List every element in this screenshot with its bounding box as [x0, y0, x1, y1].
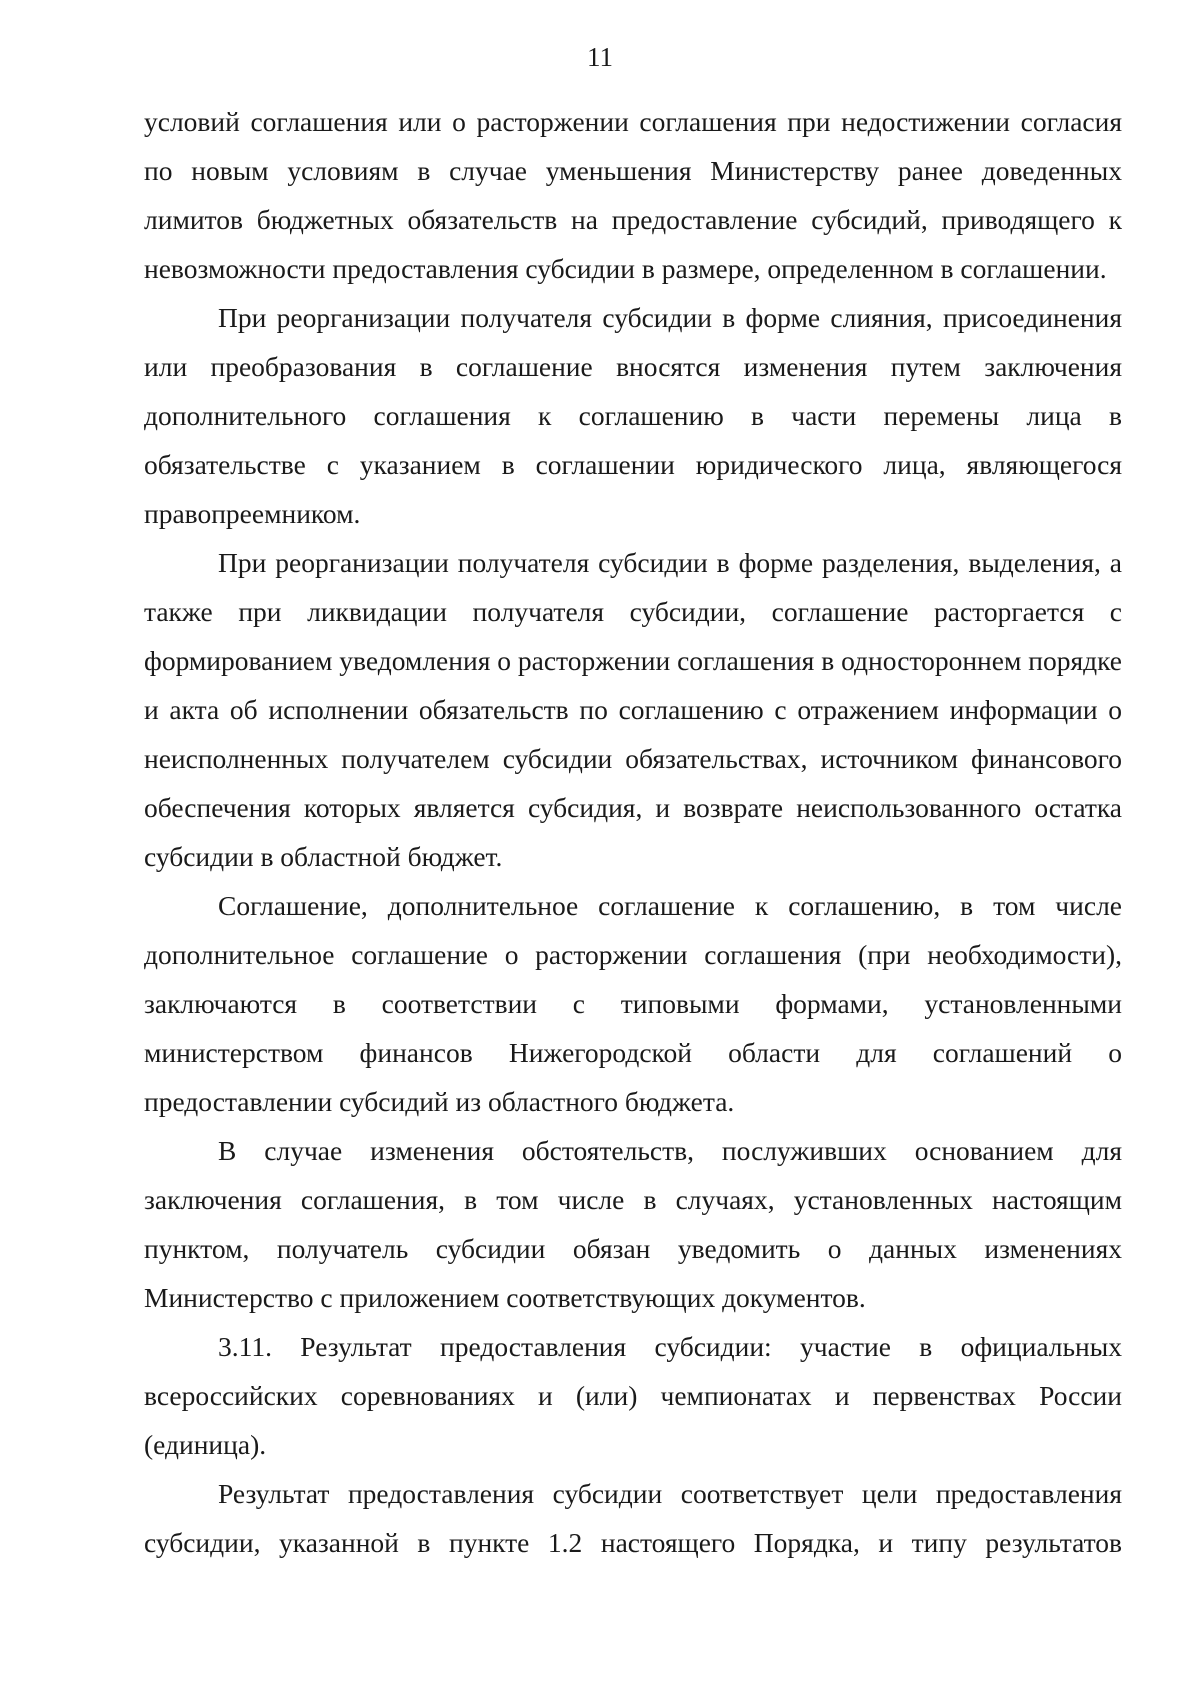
- paragraph-3-11-result: 3.11. Результат предоставления субсидии: участие в официальных всероссийских соревнованиях и (или) чемпионатах и первенствах России (единица).: [144, 1331, 1122, 1460]
- paragraph-reorganization-merger: При реорганизации получателя субсидии в форме слияния, присоединения или преобразования в соглашение вносятся изменения путем заключения дополнительного соглашения к соглашению в части перемены лица в обязательстве с указанием в соглашении юридического лица, являющегося правопреемником.: [144, 302, 1122, 529]
- page-number: 11: [587, 42, 613, 72]
- paragraph-result-correspondence: Результат предоставления субсидии соответствует цели предоставления субсидии, указанной в пункте 1.2 настоящего Порядка, и типу результатов: [144, 1478, 1122, 1558]
- document-body: [144, 97, 1122, 1567]
- paragraph-change-of-circumstances: В случае изменения обстоятельств, послуживших основанием для заключения соглашения, в том числе в случаях, установленных настоящим пунктом, получатель субсидии обязан уведомить о данных изменениях Министерство с приложением соответствующих документов.: [144, 1135, 1122, 1313]
- paragraph-agreement-forms: Соглашение, дополнительное соглашение к соглашению, в том числе дополнительное соглашение о расторжении соглашения (при необходимости), заключаются в соответствии с типовыми формами, установленными министерством финансов Нижегородской области для соглашений о предоставлении субсидий из областного бюджета.: [144, 890, 1122, 1117]
- paragraph-reorganization-division: При реорганизации получателя субсидии в форме разделения, выделения, а также при ликвидации получателя субсидии, соглашение расторгается с формированием уведомления о расторжении соглашения в одностороннем порядке и акта об исполнении обязательств по соглашению с отражением информации о неисполненных получателем субсидии обязательствах, источником финансового обеспечения которых является субсидия, и возврате неиспользованного остатка субсидии в областной бюджет.: [144, 547, 1122, 872]
- paragraph-continuation: условий соглашения или о расторжении соглашения при недостижении согласия по новым условиям в случае уменьшения Министерству ранее доведенных лимитов бюджетных обязательств на предоставление субсидий, приводящего к невозможности предоставления субсидии в размере, определенном в соглашении.: [144, 106, 1122, 284]
